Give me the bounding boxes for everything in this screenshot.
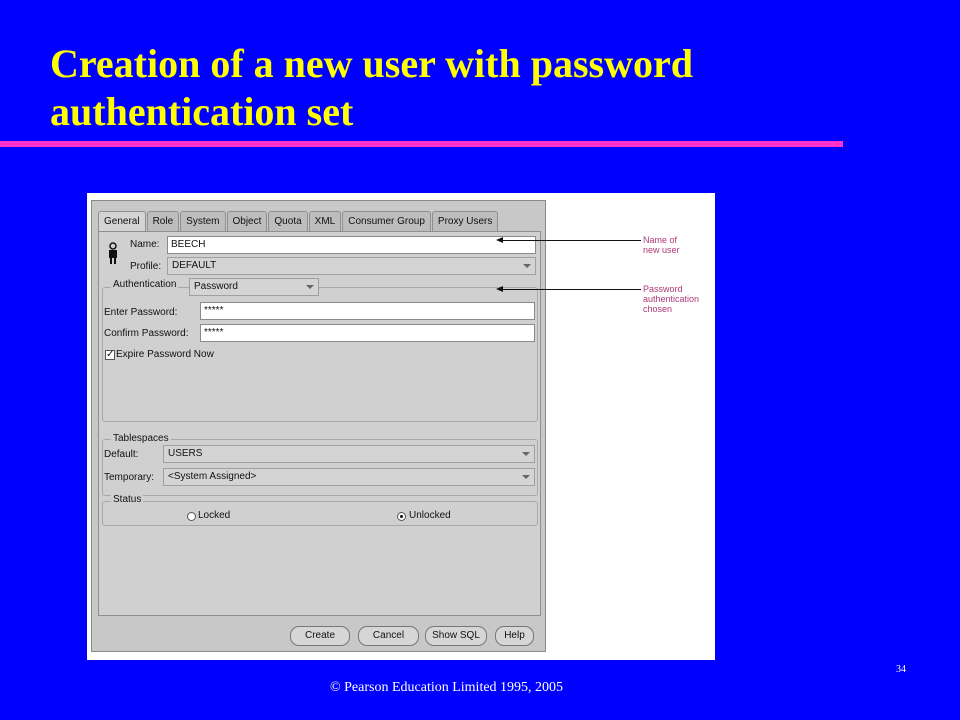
authentication-select[interactable]: [189, 278, 319, 296]
create-user-dialog: [91, 200, 546, 652]
screenshot-frame: [87, 193, 715, 660]
tab-role[interactable]: Role: [147, 211, 180, 232]
tab-consumer-group[interactable]: Consumer Group: [342, 211, 431, 232]
chevron-down-icon: [523, 264, 531, 268]
locked-label: Locked: [198, 510, 231, 521]
help-button[interactable]: Help: [495, 626, 534, 646]
page-number: 34: [896, 664, 906, 675]
chevron-down-icon: [522, 475, 530, 479]
profile-label: Profile:: [130, 261, 162, 272]
annotation-auth-note: Password authentication chosen: [643, 284, 700, 314]
enter-password-label: Enter Password:: [104, 307, 178, 318]
authentication-value: Password: [194, 281, 238, 292]
tab-object[interactable]: Object: [227, 211, 268, 232]
tab-bar: [98, 211, 499, 232]
default-tablespace-label: Default:: [104, 449, 139, 460]
status-group: [102, 501, 538, 526]
authentication-label: Authentication: [113, 279, 177, 290]
tab-xml[interactable]: XML: [309, 211, 342, 232]
copyright-notice: © Pearson Education Limited 1995, 2005: [330, 680, 564, 695]
annotation-line-auth: [501, 289, 641, 290]
expire-password-checkbox[interactable]: ✓: [106, 349, 115, 360]
tab-system[interactable]: System: [180, 211, 225, 232]
user-icon: [107, 242, 119, 266]
temporary-tablespace-value: <System Assigned>: [168, 471, 257, 482]
tab-proxy-users[interactable]: Proxy Users: [432, 211, 498, 232]
expire-password-label: Expire Password Now: [116, 349, 214, 360]
general-tab-panel: [98, 231, 541, 616]
tab-quota[interactable]: Quota: [268, 211, 307, 232]
unlocked-radio[interactable]: [397, 512, 406, 521]
locked-radio[interactable]: [187, 512, 196, 521]
cancel-button[interactable]: Cancel: [358, 626, 419, 646]
profile-value: DEFAULT: [172, 260, 217, 271]
default-tablespace-value: USERS: [168, 448, 203, 459]
chevron-down-icon: [522, 452, 530, 456]
confirm-password-label: Confirm Password:: [104, 328, 189, 339]
title-underline: [0, 141, 843, 147]
confirm-password-input[interactable]: *****: [200, 324, 535, 342]
name-input[interactable]: BEECH: [167, 236, 536, 254]
status-label: Status: [113, 494, 142, 505]
temporary-tablespace-label: Temporary:: [104, 472, 155, 483]
annotation-line-name: [501, 240, 641, 241]
slide-title: Creation of a new user with password authentication set: [50, 41, 693, 134]
tablespaces-label: Tablespaces: [113, 433, 169, 444]
name-label: Name:: [130, 239, 160, 250]
profile-select[interactable]: [167, 257, 536, 275]
annotation-name-note: Name of new user: [643, 235, 680, 255]
chevron-down-icon: [306, 285, 314, 289]
unlocked-label: Unlocked: [409, 510, 451, 521]
enter-password-input[interactable]: *****: [200, 302, 535, 320]
show-sql-button[interactable]: Show SQL: [425, 626, 487, 646]
tab-general[interactable]: General: [98, 211, 146, 233]
default-tablespace-select[interactable]: [163, 445, 535, 463]
create-button[interactable]: Create: [290, 626, 350, 646]
temporary-tablespace-select[interactable]: [163, 468, 535, 486]
